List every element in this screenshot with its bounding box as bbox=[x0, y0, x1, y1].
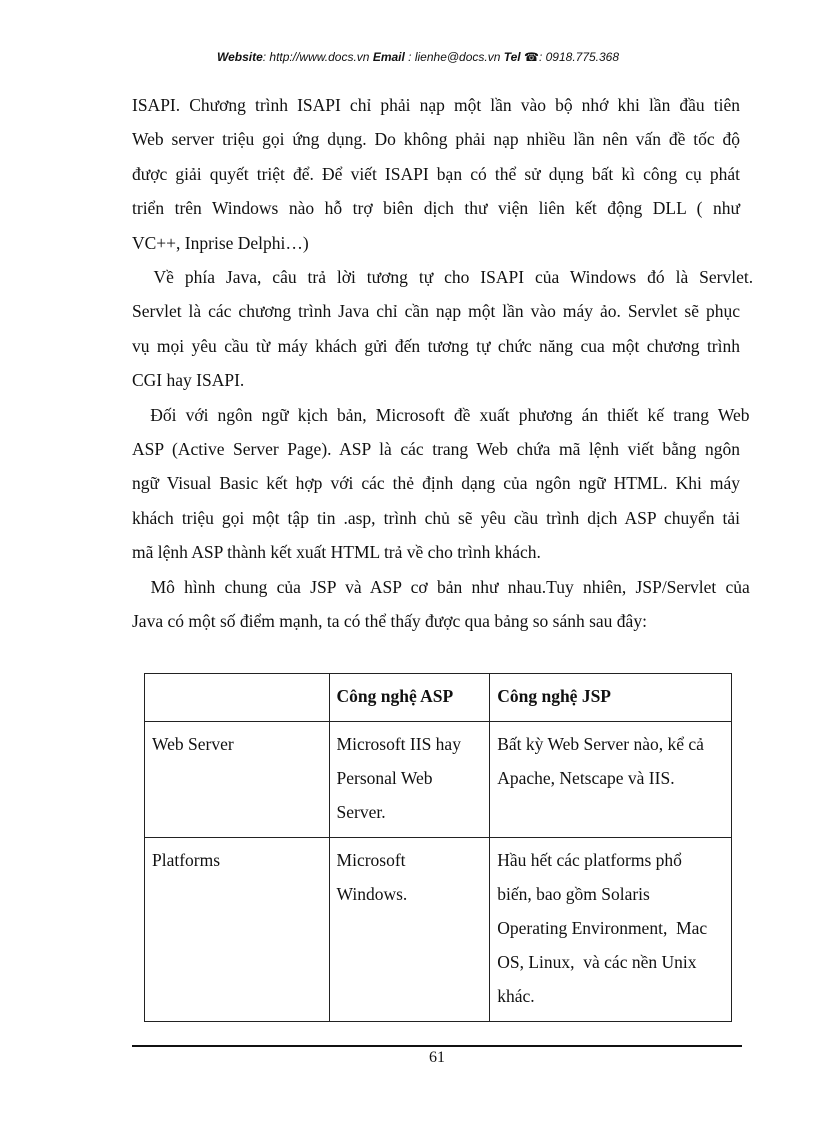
cell-asp-web-server bbox=[329, 722, 490, 838]
text-line: Đối với ngôn ngữ kịch bản, Microsoft đề xuất phương án thiết kế trang Web bbox=[132, 404, 750, 425]
cell-line: Hầu hết các platforms phổ bbox=[497, 850, 682, 870]
table-header-cell bbox=[145, 674, 330, 722]
text-line: ISAPI. Chương trình ISAPI chỉ phải nạp một lần vào bộ nhớ khi lần đầu tiên bbox=[132, 95, 740, 115]
cell-line: Microsoft bbox=[336, 850, 406, 870]
cell-jsp-platforms bbox=[490, 838, 732, 1022]
comparison-table bbox=[144, 673, 732, 1022]
email-value: : lienhe@docs.vn bbox=[408, 50, 501, 64]
text-line: Mô hình chung của JSP và ASP cơ bản như nhau.Tuy nhiên, JSP/Servlet của bbox=[132, 576, 750, 597]
cell-line: Apache, Netscape và IIS. bbox=[497, 768, 675, 788]
cell-line: Bất kỳ Web Server nào, kể cả bbox=[497, 734, 704, 754]
text-line: khách triệu gọi một tập tin .asp, trình chủ sẽ yêu cầu trình dịch ASP chuyển tải bbox=[132, 507, 740, 528]
body-text bbox=[132, 88, 754, 639]
text-line: ASP (Active Server Page). ASP là các trang Web chứa mã lệnh viết bằng ngôn bbox=[132, 439, 740, 460]
tel-label: Tel bbox=[503, 50, 521, 64]
text-line: vụ mọi yêu cầu từ máy khách gửi đến tương tự chức năng cua một chương trình bbox=[132, 335, 740, 356]
table-row bbox=[145, 722, 732, 838]
cell-line: khác. bbox=[497, 986, 535, 1006]
table-header-jsp: Công nghệ JSP bbox=[490, 674, 732, 722]
row-label-platforms: Platforms bbox=[145, 838, 330, 1022]
paragraph-jsp-asp bbox=[132, 570, 750, 639]
website-value: : http://www.docs.vn bbox=[262, 50, 370, 64]
phone-icon: ☎ bbox=[524, 50, 539, 64]
text-line: ngữ Visual Basic kết hợp với các thẻ định dạng của ngôn ngữ HTML. Khi máy bbox=[132, 473, 740, 494]
cell-line: Microsoft IIS hay bbox=[336, 734, 461, 754]
website-label: Website bbox=[216, 50, 263, 64]
text-line: VC++, Inprise Delphi…) bbox=[132, 232, 309, 253]
cell-asp-platforms bbox=[329, 838, 490, 1022]
paragraph-servlet bbox=[132, 260, 754, 398]
cell-line: Operating Environment, Mac bbox=[497, 918, 708, 938]
text-line: Java có một số điểm mạnh, ta có thể thấy được qua bảng so sánh sau đây: bbox=[132, 611, 647, 632]
text-line: triển trên Windows nào hỗ trợ biên dịch thư viện liên kết động DLL ( như bbox=[132, 198, 740, 219]
cell-line: Personal Web bbox=[336, 768, 433, 788]
table-row bbox=[145, 838, 732, 1022]
cell-line: biến, bao gồm Solaris bbox=[497, 884, 650, 904]
text-line: Về phía Java, câu trả lời tương tự cho ISAPI của Windows đó là Servlet. bbox=[132, 267, 754, 288]
footer-divider bbox=[132, 1045, 742, 1047]
cell-line: Server. bbox=[336, 802, 386, 822]
table-header-asp: Công nghệ ASP bbox=[329, 674, 490, 722]
page-header bbox=[100, 50, 736, 64]
text-line: CGI hay ISAPI. bbox=[132, 370, 245, 391]
text-line: Web server triệu gọi ứng dụng. Do không phải nạp nhiều lần nên vấn đề tốc độ bbox=[132, 129, 740, 150]
tel-value: : 0918.775.368 bbox=[538, 50, 620, 64]
row-label-web-server: Web Server bbox=[145, 722, 330, 838]
table-header-row bbox=[145, 674, 732, 722]
paragraph-isapi bbox=[132, 88, 740, 260]
text-line: Servlet là các chương trình Java chỉ cần nạp một lần vào máy ảo. Servlet sẽ phục bbox=[132, 301, 740, 322]
text-line: được giải quyết triệt để. Để viết ISAPI bạn có thể sử dụng bất kì công cụ phát bbox=[132, 163, 740, 184]
paragraph-asp bbox=[132, 398, 750, 570]
cell-jsp-web-server bbox=[490, 722, 732, 838]
page-number: 61 bbox=[429, 1049, 445, 1066]
text-line: mã lệnh ASP thành kết xuất HTML trả về cho trình khách. bbox=[132, 542, 541, 563]
cell-line: OS, Linux, và các nền Unix bbox=[497, 952, 697, 972]
email-label: Email bbox=[372, 50, 405, 64]
cell-line: Windows. bbox=[336, 884, 408, 904]
